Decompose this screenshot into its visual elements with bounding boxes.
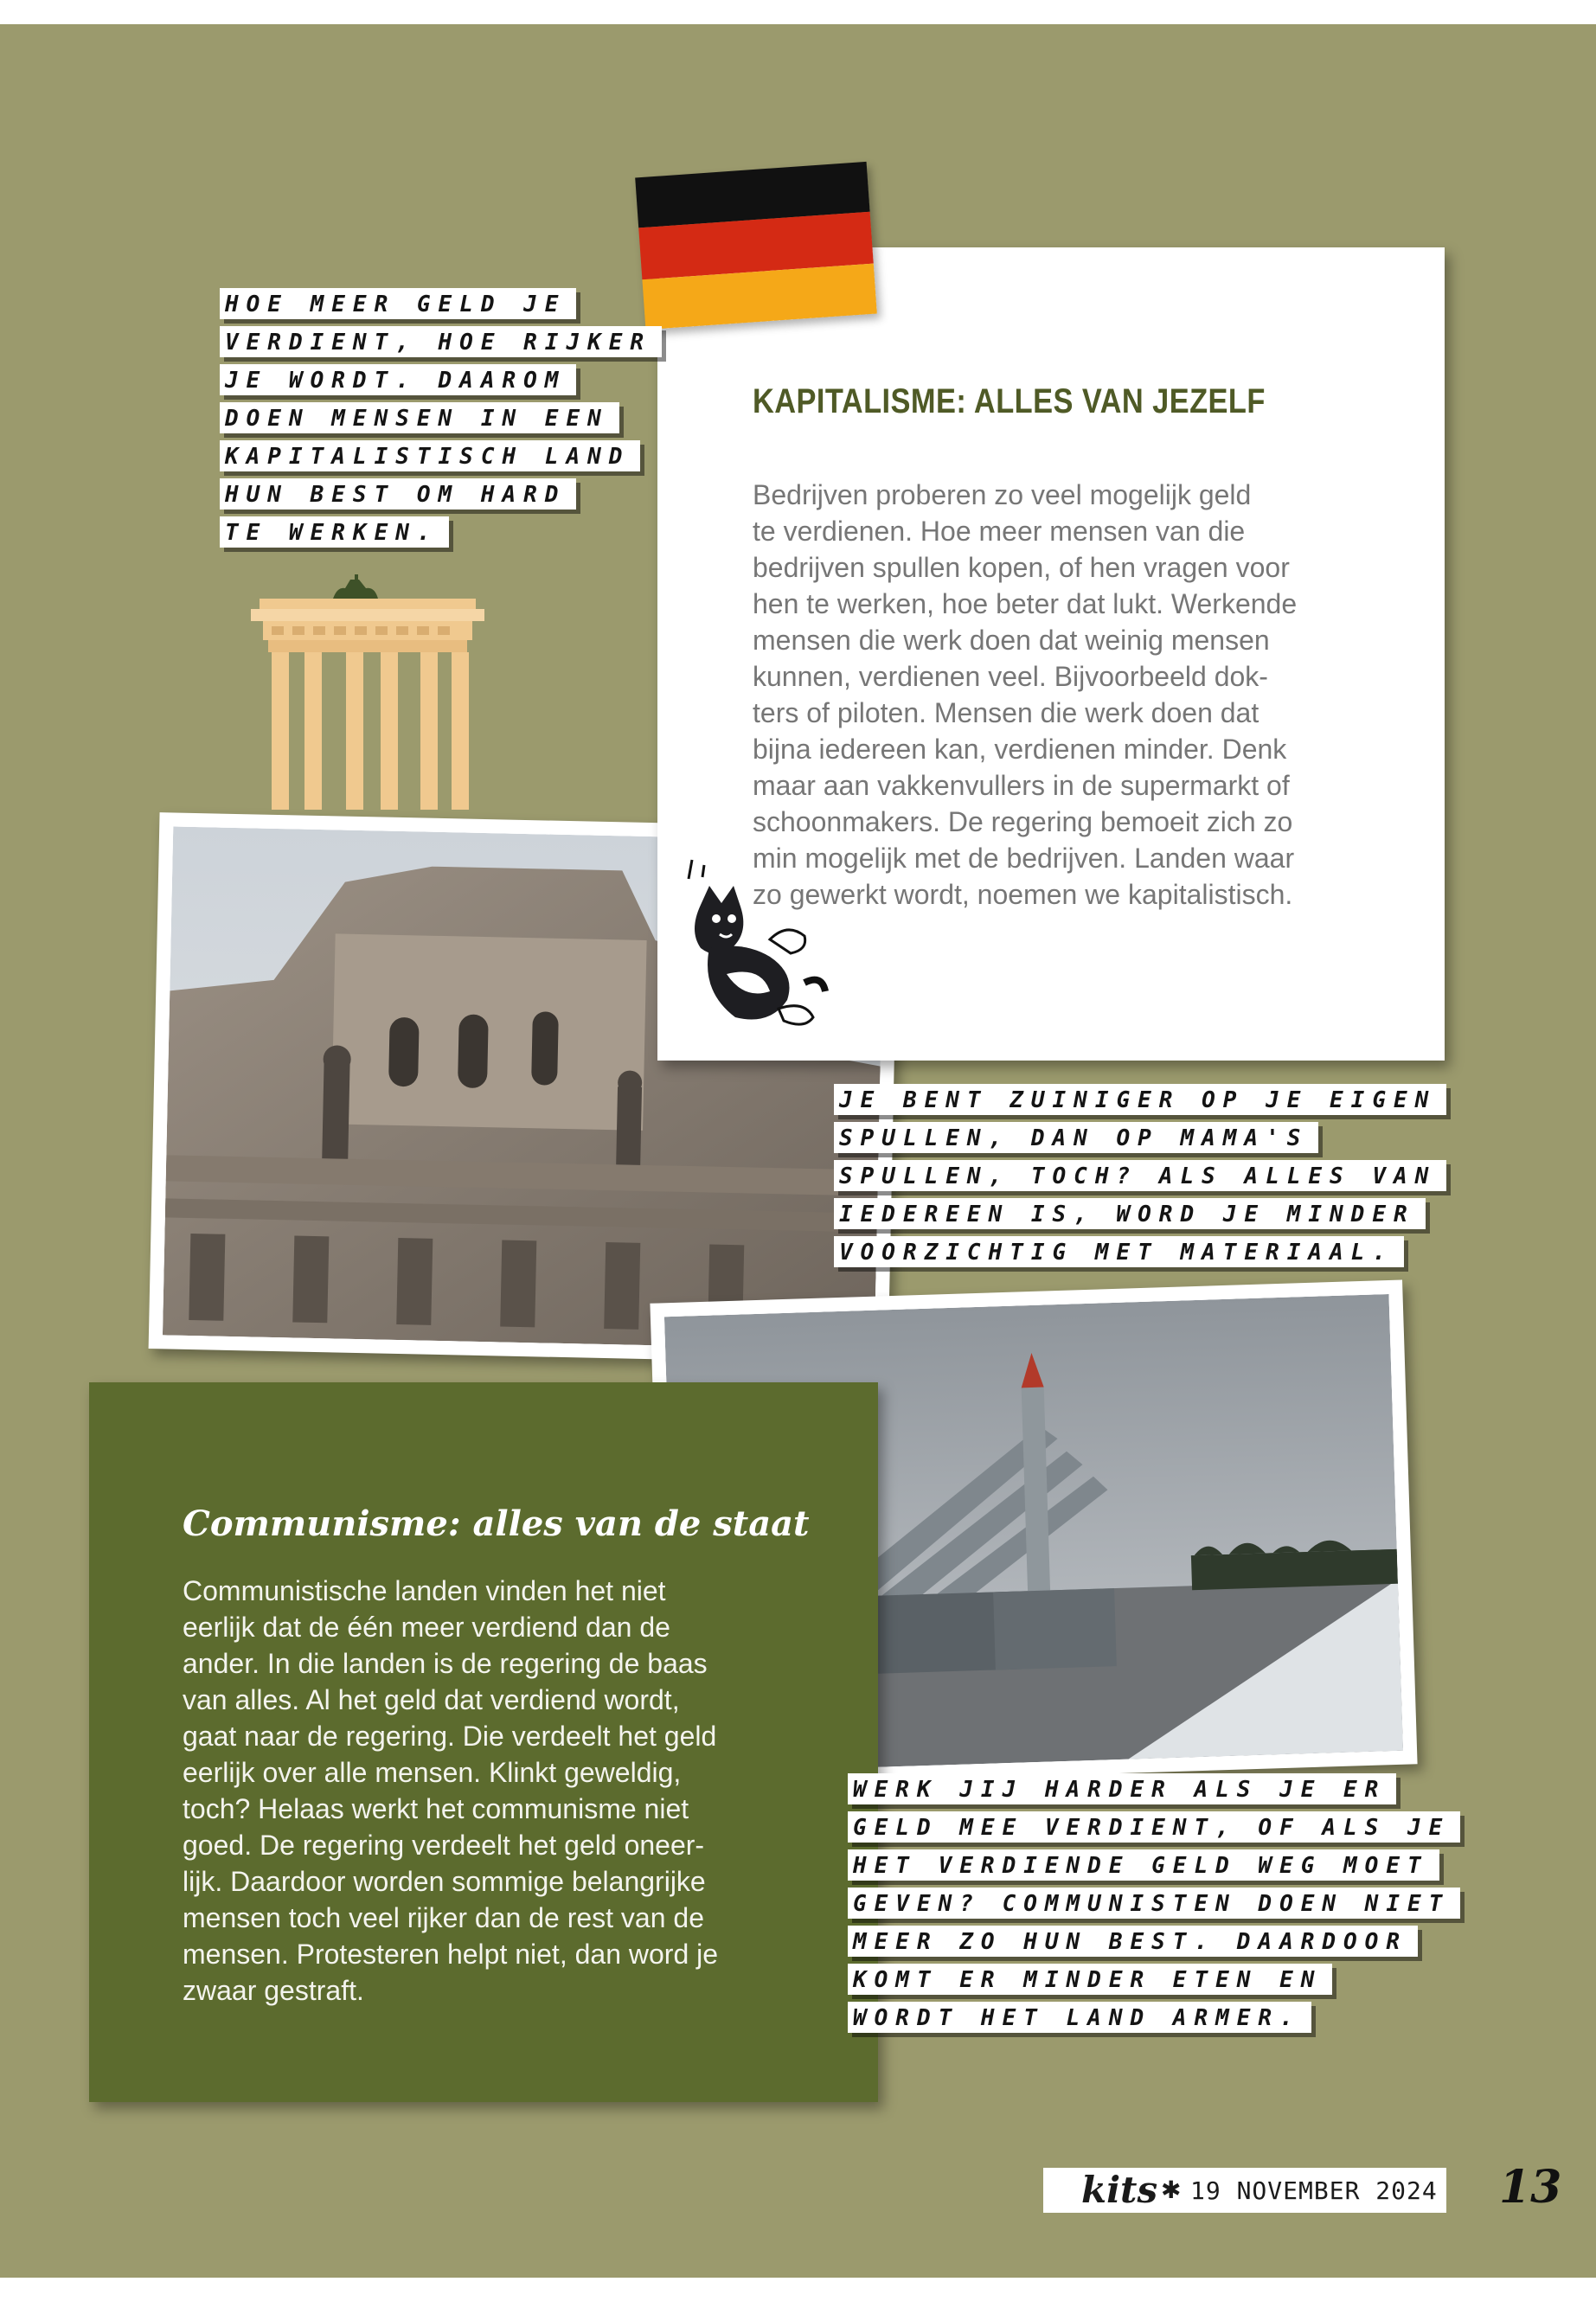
quote-line: KAPITALISTISCH LAND xyxy=(220,440,640,471)
quote-line: GELD MEE VERDIENT, OF ALS JE xyxy=(848,1811,1460,1843)
communisme-title: Communisme: alles van de staat xyxy=(183,1503,810,1544)
quote-line: HUN BEST OM HARD xyxy=(220,478,576,510)
body-line: bedrijven spullen kopen, of hen vragen voor xyxy=(753,552,1290,583)
kapitalisme-body xyxy=(753,477,1358,913)
quote-line: SPULLEN, DAN OP MAMA'S xyxy=(834,1122,1318,1153)
body-line: maar aan vakkenvullers in de supermarkt of xyxy=(753,770,1290,801)
body-line: Communistische landen vinden het niet xyxy=(183,1575,666,1606)
quote-line: TE WERKEN. xyxy=(220,516,449,548)
body-line: kunnen, verdienen veel. Bijvoorbeeld dok- xyxy=(753,661,1268,692)
body-line: ander. In die landen is de regering de baas xyxy=(183,1648,708,1679)
communisme-body xyxy=(183,1573,805,2009)
footer-bar xyxy=(1043,2168,1446,2213)
quote-bottom xyxy=(848,1773,1460,2040)
body-line: Bedrijven proberen zo veel mogelijk geld xyxy=(753,479,1252,510)
quote-line: WERK JIJ HARDER ALS JE ER xyxy=(848,1773,1396,1804)
brand-logo: kits xyxy=(1081,2169,1158,2211)
body-line: mensen. Protesteren helpt niet, dan word je xyxy=(183,1939,719,1970)
magazine-page xyxy=(0,24,1596,2278)
body-line: goed. De regering verdeelt het geld oneer- xyxy=(183,1830,705,1861)
quote-line: WORDT HET LAND ARMER. xyxy=(848,2002,1311,2033)
quote-line: GEVEN? COMMUNISTEN DOEN NIET xyxy=(848,1888,1460,1919)
quote-line: DOEN MENSEN IN EEN xyxy=(220,402,619,433)
body-line: van alles. Al het geld dat verdiend wordt, xyxy=(183,1684,680,1715)
quote-line: KOMT ER MINDER ETEN EN xyxy=(848,1964,1332,1995)
quote-line: VERDIENT, HOE RIJKER xyxy=(220,326,662,357)
quote-line: VOORZICHTIG MET MATERIAAL. xyxy=(834,1236,1404,1267)
body-line: schoonmakers. De regering bemoeit zich zo xyxy=(753,806,1293,837)
body-line: mensen toch veel rijker dan de rest van de xyxy=(183,1902,704,1933)
quote-line: HOE MEER GELD JE xyxy=(220,288,576,319)
body-line: eerlijk dat de één meer verdiend dan de xyxy=(183,1612,670,1643)
kapitalisme-title: KAPITALISME: ALLES VAN JEZELF xyxy=(753,382,1266,420)
page-number: 13 xyxy=(1499,2161,1562,2214)
cat-icon xyxy=(675,853,830,1035)
body-line: mensen die werk doen dat weinig mensen xyxy=(753,625,1270,656)
quote-line: SPULLEN, TOCH? ALS ALLES VAN xyxy=(834,1160,1446,1191)
german-flag-icon xyxy=(635,162,877,330)
quote-line: HET VERDIENDE GELD WEG MOET xyxy=(848,1849,1439,1881)
body-line: min mogelijk met de bedrijven. Landen waar xyxy=(753,843,1295,874)
communisme-box xyxy=(89,1382,878,2102)
body-line: eerlijk over alle mensen. Klinkt geweldig, xyxy=(183,1757,682,1788)
body-line: te verdienen. Hoe meer mensen van die xyxy=(753,516,1246,547)
quote-line: MEER ZO HUN BEST. DAARDOOR xyxy=(848,1926,1418,1957)
body-line: zo gewerkt wordt, noemen we kapitalistisch. xyxy=(753,879,1293,910)
body-line: zwaar gestraft. xyxy=(183,1975,364,2006)
quote-line: JE BENT ZUINIGER OP JE EIGEN xyxy=(834,1084,1446,1115)
quote-middle xyxy=(834,1084,1446,1274)
star-icon: ✱ xyxy=(1161,2176,1182,2204)
quote-top-left xyxy=(220,288,662,554)
body-line: toch? Helaas werkt het communisme niet xyxy=(183,1793,689,1824)
issue-date: 19 NOVEMBER 2024 xyxy=(1190,2176,1438,2205)
quote-line: JE WORDT. DAAROM xyxy=(220,364,576,395)
body-line: bijna iedereen kan, verdienen minder. Denk xyxy=(753,734,1287,765)
quote-line: IEDEREEN IS, WORD JE MINDER xyxy=(834,1198,1426,1229)
body-line: ters of piloten. Mensen die werk doen dat xyxy=(753,697,1259,728)
body-line: gaat naar de regering. Die verdeelt het geld xyxy=(183,1721,717,1752)
body-line: lijk. Daardoor worden sommige belangrijke xyxy=(183,1866,706,1897)
brandenburg-gate-icon xyxy=(251,569,484,811)
kapitalisme-card xyxy=(657,247,1445,1061)
body-line: hen te werken, hoe beter dat lukt. Werkende xyxy=(753,588,1298,619)
